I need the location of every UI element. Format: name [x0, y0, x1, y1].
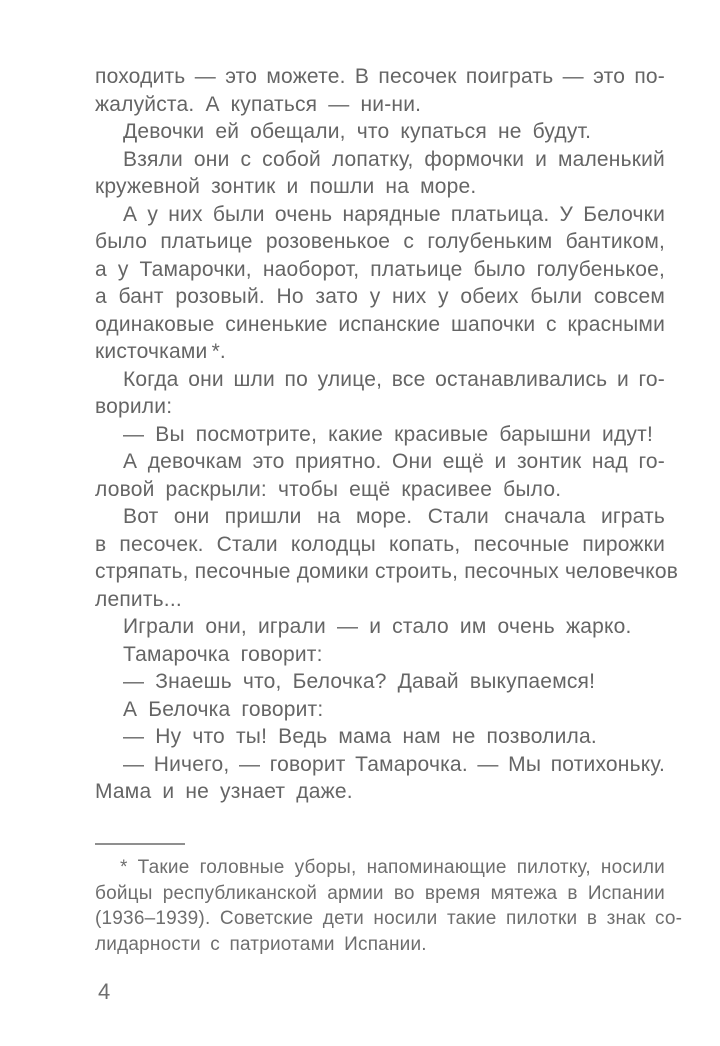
- paragraph: [95, 751, 665, 806]
- text-line: — Вы посмотрите, какие красивые барышни идут!: [123, 422, 653, 446]
- text-line: Взяли они с собой лопатку, формочки и маленький: [123, 147, 665, 171]
- paragraph: [95, 855, 683, 957]
- text-line: А у них были очень нарядные платьица. У Белочки: [123, 202, 665, 226]
- text-line: Мама и не узнает даже.: [95, 780, 353, 803]
- paragraph: [95, 118, 665, 146]
- paragraph: [95, 503, 679, 613]
- text-line: Вот они пришли на море. Стали сначала играть: [123, 505, 665, 528]
- text-line: ворили:: [95, 395, 173, 418]
- paragraph: [95, 723, 665, 751]
- text-line: а бант розовый. Но зато у них у обеих были совсем: [95, 285, 665, 308]
- paragraph: [95, 448, 665, 503]
- text-line: — Ничего, — говорит Тамарочка. — Мы потихоньку.: [123, 752, 665, 776]
- text-line: стряпать, песочные домики строить, песочных человечков: [95, 560, 679, 583]
- text-line: Когда они шли по улице, все останавливались и го-: [123, 367, 665, 391]
- text-line: походить — это можете. В песочек поиграть — это по-: [95, 65, 665, 88]
- text-line: — Ну что ты! Ведь мама нам не позволила.: [123, 725, 597, 748]
- text-line: ловой раскрыли: чтобы ещё красивее было.: [95, 477, 562, 501]
- main-text: [95, 63, 679, 806]
- paragraph: [95, 668, 665, 696]
- text-line: А Белочка говорит:: [123, 697, 324, 721]
- page-number: 4: [98, 979, 111, 1004]
- text-line: лидарности с патриотами Испании.: [95, 933, 427, 955]
- text-line: одинаковые синенькие испанские шапочки с красными: [95, 312, 665, 336]
- text-line: Тамарочка говорит:: [123, 642, 323, 666]
- text-line: (1936–1939). Советские дети носили такие пилотки в знак со-: [95, 908, 683, 929]
- text-line: жалуйста. А купаться — ни-ни.: [95, 92, 422, 116]
- text-line: в песочек. Стали колодцы копать, песочные пирожки: [95, 532, 665, 556]
- paragraph: [95, 63, 665, 118]
- paragraph: [95, 201, 665, 366]
- text-line: лепить...: [95, 587, 182, 611]
- footnote: [95, 855, 683, 957]
- text-line: — Знаешь что, Белочка? Давай выкупаемся!: [123, 670, 596, 693]
- text-line: Девочки ей обещали, что купаться не будут.: [123, 120, 592, 143]
- text-line: кружевной зонтик и пошли на море.: [95, 175, 477, 198]
- text-line: было платьице розовенькое с голубеньким бантиком,: [95, 230, 665, 253]
- paragraph: [95, 613, 665, 641]
- text-line: а у Тамарочки, наоборот, платьице было голубенькое,: [95, 257, 665, 281]
- paragraph: [95, 146, 665, 201]
- text-line: А девочкам это приятно. Они ещё и зонтик над го-: [123, 450, 665, 473]
- text-line: кисточками *.: [95, 340, 226, 363]
- paragraph: [95, 641, 665, 669]
- text-line: бойцы республиканской армии во время мятежа в Испании: [95, 882, 665, 904]
- text-line: * Такие головные уборы, напоминающие пилотку, носили: [120, 857, 665, 878]
- text-line: Играли они, играли — и стало им очень жарко.: [123, 615, 632, 638]
- footnote-divider: [95, 843, 185, 845]
- paragraph: [95, 366, 665, 421]
- paragraph: [95, 421, 665, 449]
- paragraph: [95, 696, 665, 724]
